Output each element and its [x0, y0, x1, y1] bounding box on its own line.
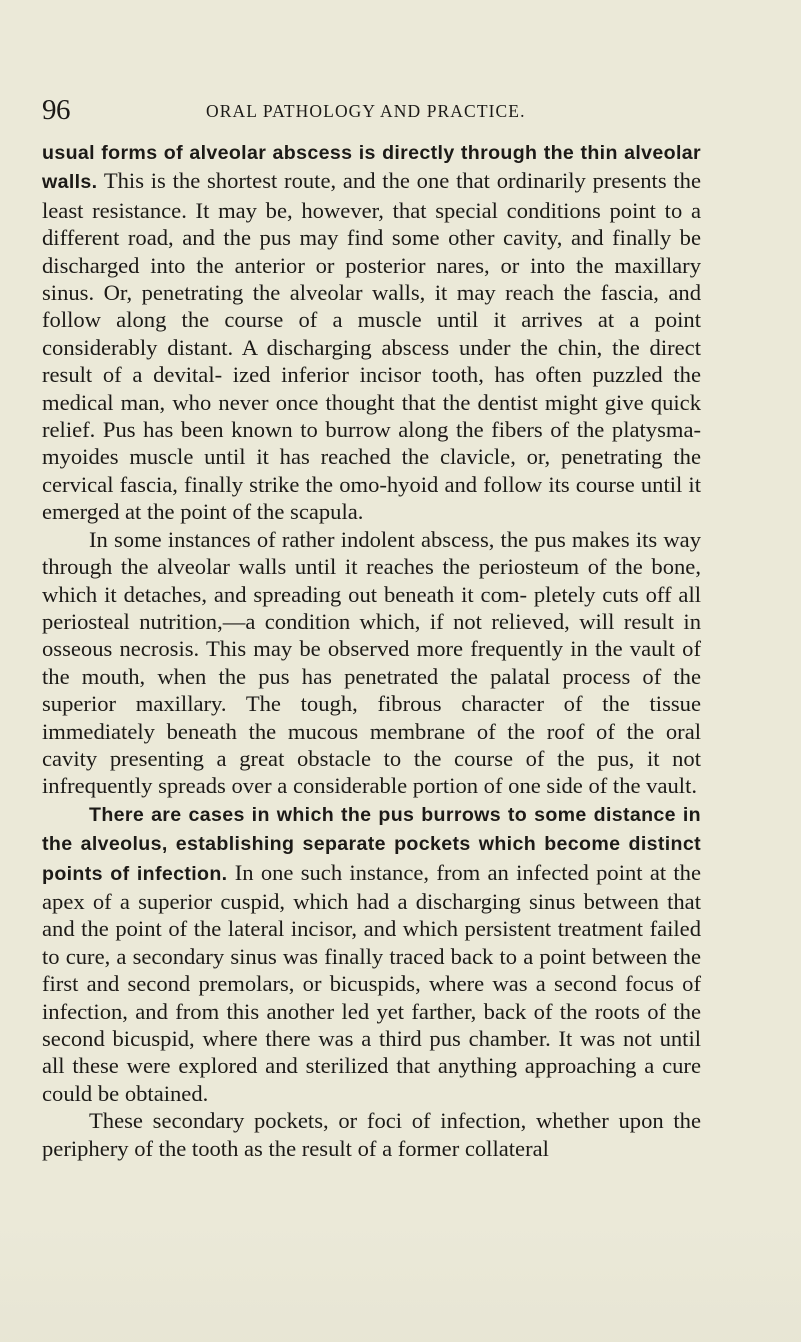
page-number: 96	[42, 94, 70, 126]
paragraph-text-3: In one such instance, from an infected point at the apex of a superior cuspid, which had a discharging sinus between that and the point of the lateral incisor, and which persistent treatment failed to cure, a secondary sinus was finally traced back to a point between the first and second premolars, or bicuspids, where was a second focus of infection, and from this another led yet farther, back of the roots of the second bicuspid, where there was a third pus chamber. It was not until all these were explored and sterilized that anything approaching a cure could be obtained.	[42, 859, 701, 1106]
page-header	[42, 92, 762, 128]
paragraph-2	[42, 526, 701, 800]
scan-shading	[0, 1222, 801, 1342]
running-head: ORAL PATHOLOGY AND PRACTICE.	[206, 101, 526, 121]
paragraph-3	[42, 800, 701, 1107]
paragraph-text-1: This is the shortest route, and the one that ordinarily presents the least resistance. It may be, however, that special conditions point to a different road, and the pus may find some other cavity, and finally be discharged into the anterior or posterior nares, or into the maxillary sinus. Or, penetrating the alveolar walls, it may reach the fascia, and follow along the course of a muscle until it arrives at a point considerably distant. A discharging abscess under the chin, the direct result of a devital- ized inferior incisor tooth, has often puzzled the medical man, who never once thought that the dentist might give quick relief. Pus has been known to burrow along the fibers of the platysma- myoides muscle until it has reached the clavicle, or, penetrating the cervical fascia, finally strike the omo-hyoid and follow its course until it emerged at the point of the scapula.	[42, 168, 701, 525]
body-text	[42, 138, 701, 1162]
bold-lead-1: usual forms of alveolar abscess is directly through the thin alveolar walls.	[42, 142, 701, 194]
paragraph-text-4: These secondary pockets, or foci of infection, whether upon the periphery of the tooth as the result of a former collateral	[42, 1108, 701, 1161]
bold-lead-3: There are cases in which the pus burrows to some distance in the alveolus, establishing separate pockets which become distinct points of infection.	[42, 803, 701, 885]
paragraph-1	[42, 138, 701, 526]
paragraph-text-2: In some instances of rather indolent abscess, the pus makes its way through the alveolar walls until it reaches the periosteum of the bone, which it detaches, and spreading out beneath it com- pletely cuts off all periosteal nutrition,—a condition which, if not relieved, will result in osseous necrosis. This may be observed more frequently in the vault of the mouth, when the pus has penetrated the palatal process of the superior maxillary. The tough, fibrous character of the tissue immediately beneath the mucous membrane of the roof of the oral cavity presenting a great obstacle to the course of the pus, it not infrequently spreads over a considerable portion of one side of the vault.	[42, 526, 701, 799]
paragraph-4	[42, 1107, 701, 1162]
